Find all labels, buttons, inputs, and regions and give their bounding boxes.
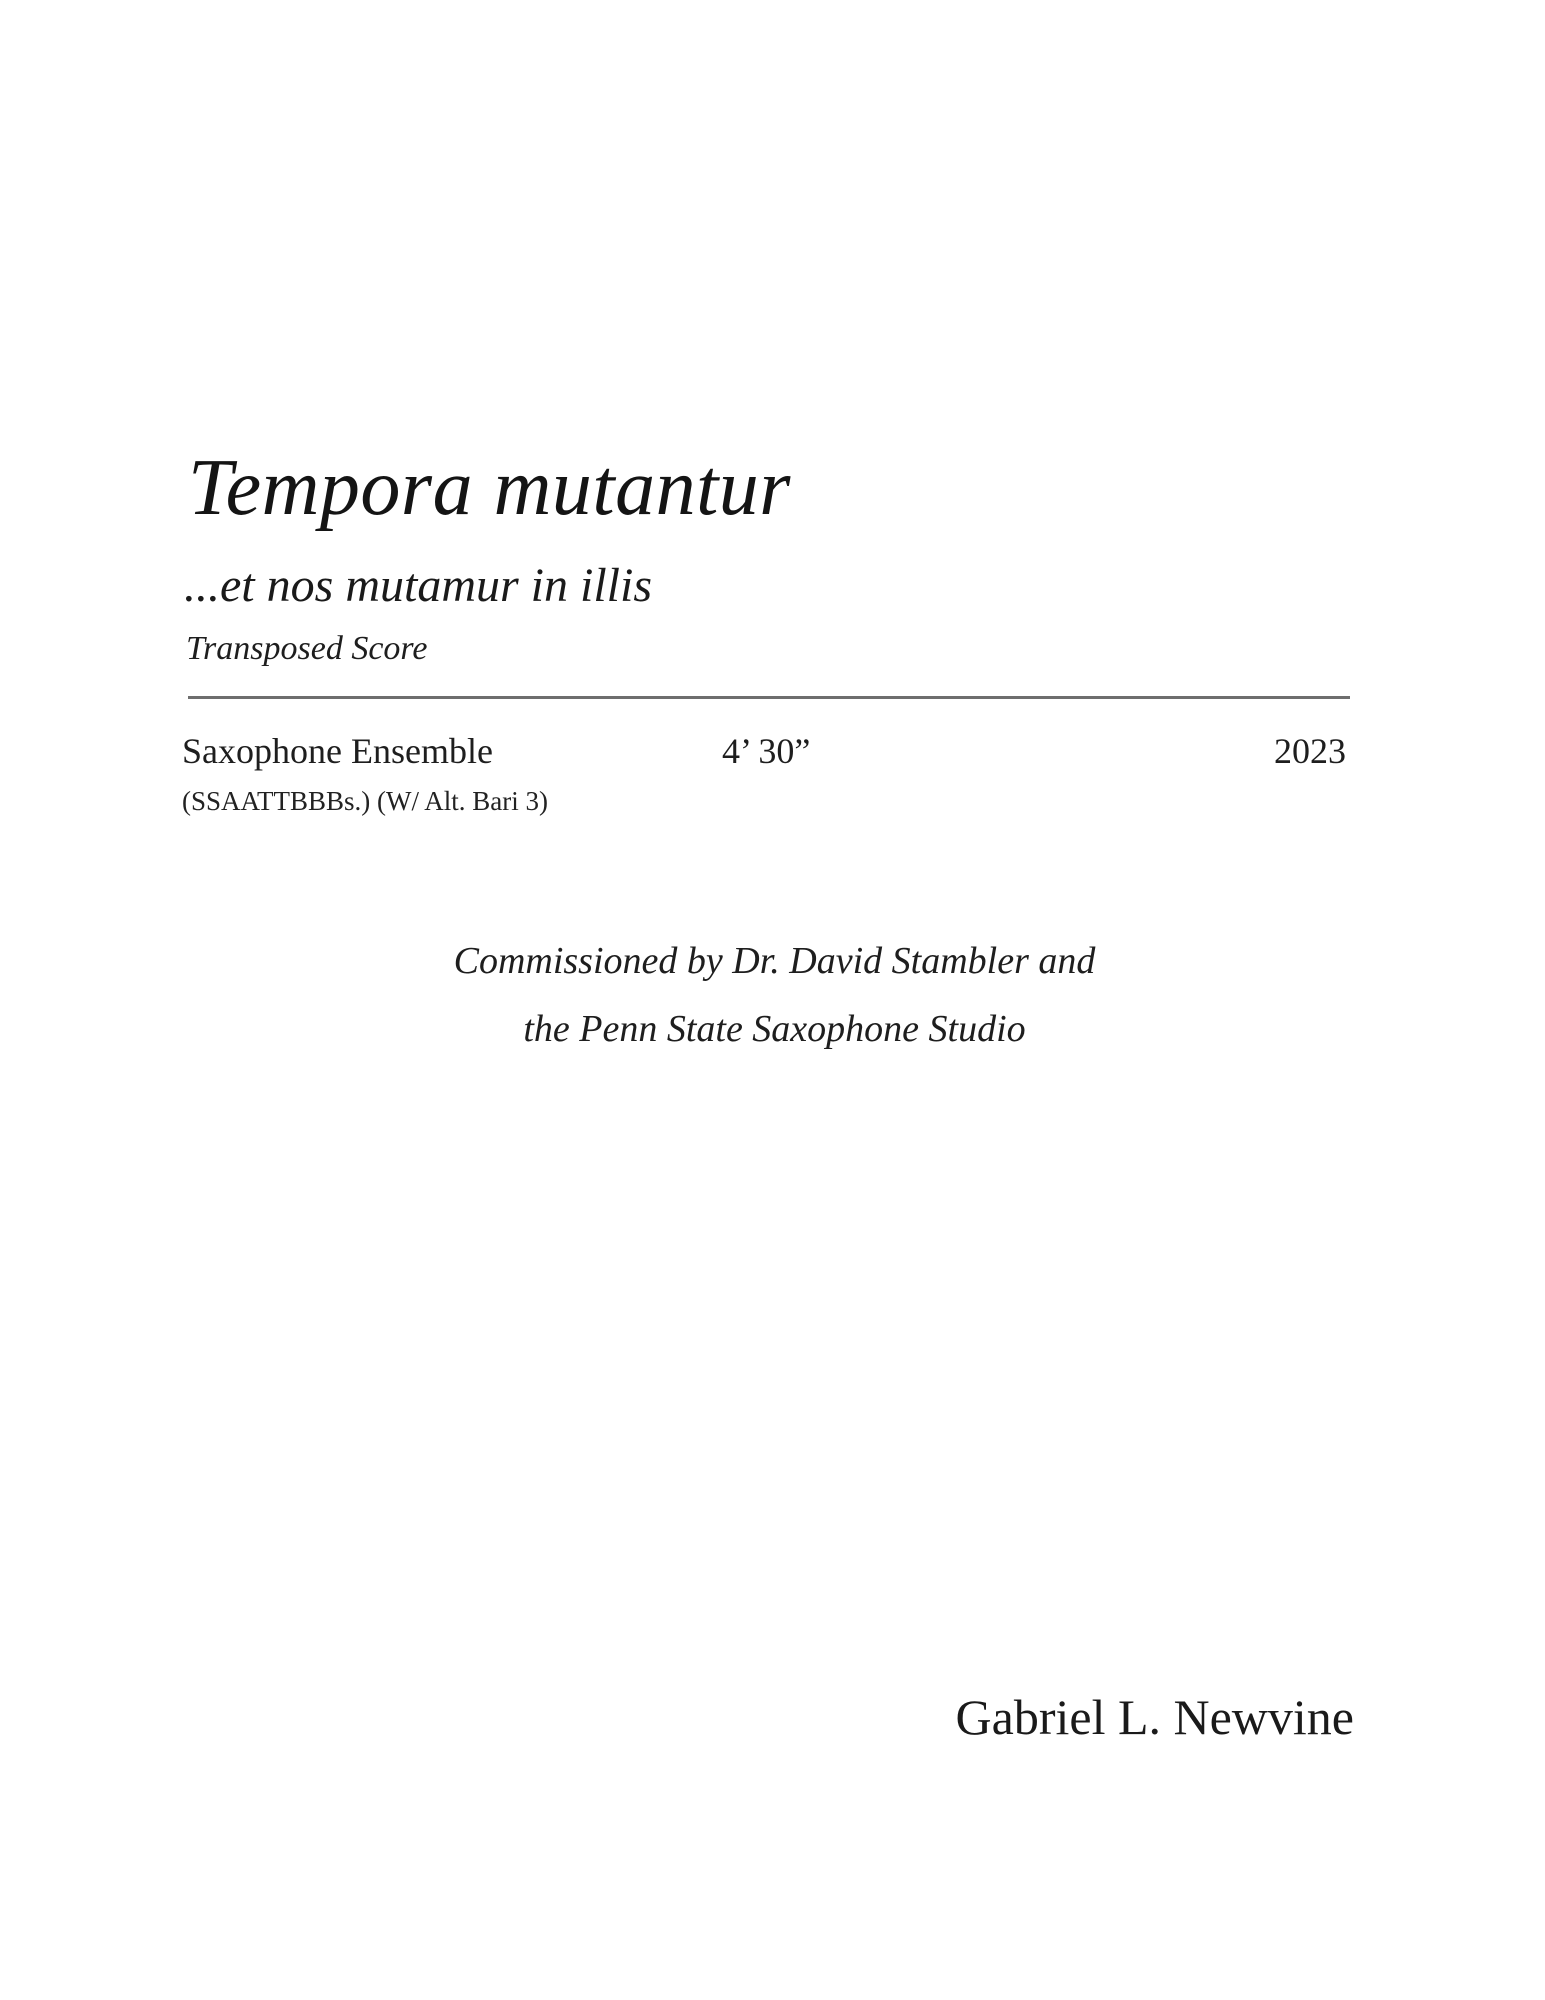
composer-name: Gabriel L. Newvine	[955, 1689, 1354, 1745]
instrumentation-label: (SSAATTBBBs.) (W/ Alt. Bari 3)	[182, 786, 549, 816]
score-type-label: Transposed Score	[186, 630, 428, 667]
commission-line-1: Commissioned by Dr. David Stambler and	[453, 940, 1096, 982]
score-title: Tempora mutantur	[188, 444, 791, 532]
commission-line-2: the Penn State Saxophone Studio	[523, 1008, 1026, 1050]
duration-label: 4’ 30”	[722, 731, 811, 771]
score-subtitle: ...et nos mutamur in illis	[184, 559, 653, 612]
title-divider	[188, 696, 1350, 699]
year-label: 2023	[1274, 731, 1346, 771]
ensemble-label: Saxophone Ensemble	[182, 731, 493, 771]
